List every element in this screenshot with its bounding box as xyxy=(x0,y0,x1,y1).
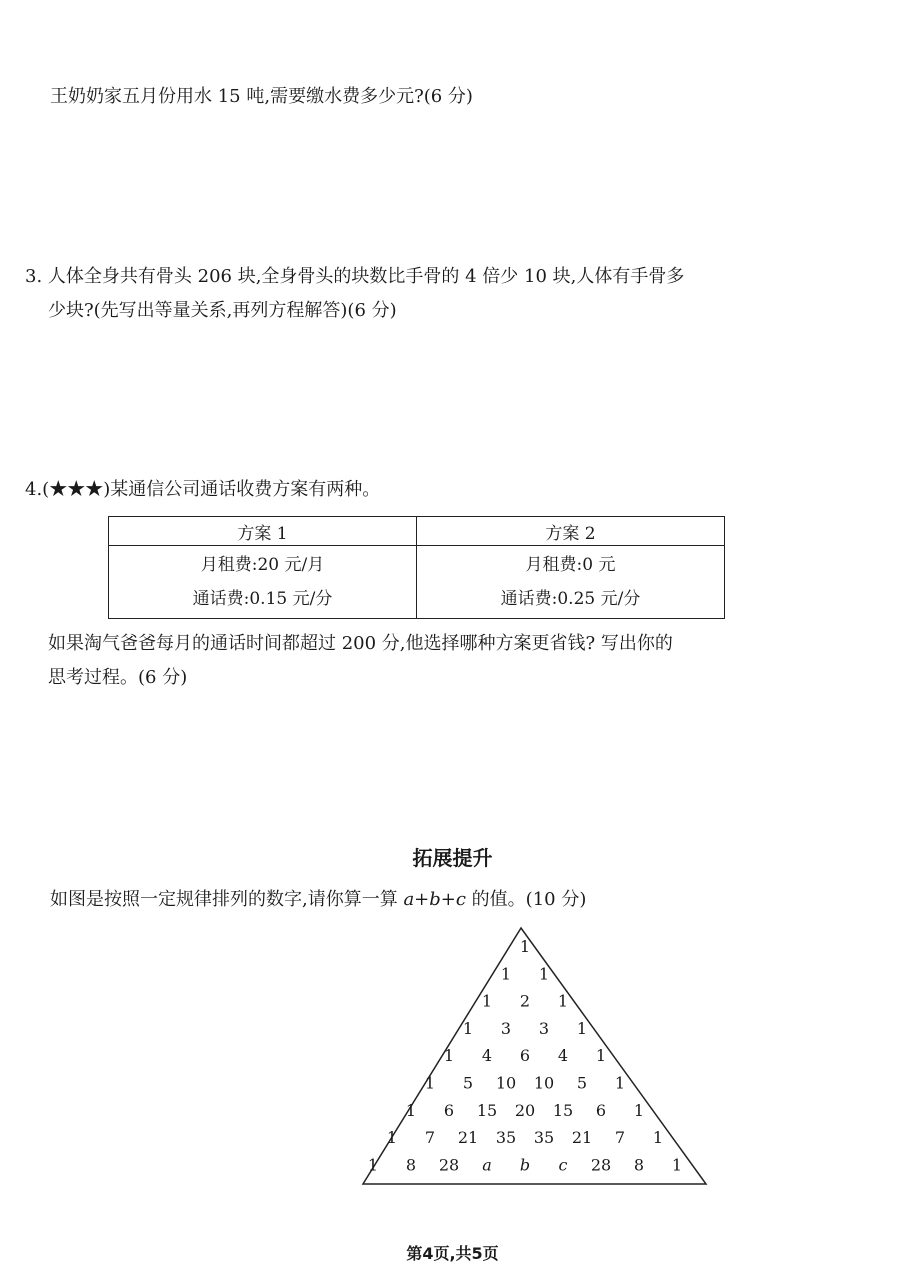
triangle-number: 7 xyxy=(424,1128,436,1148)
triangle-number: 1 xyxy=(519,937,531,956)
number-triangle xyxy=(355,925,710,1187)
triangle-number: 1 xyxy=(481,991,493,1011)
question-4-prompt-line-1: 如果淘气爸爸每月的通话时间都超过 200 分,他选择哪种方案更省钱? 写出你的 xyxy=(48,633,673,654)
triangle-number: b xyxy=(519,1155,531,1175)
extension-text-after: 的值。(10 分) xyxy=(465,889,587,910)
triangle-number: 1 xyxy=(633,1100,645,1120)
extension-question xyxy=(50,883,586,917)
plan-1-header: 方案 1 xyxy=(109,517,417,546)
triangle-number: 1 xyxy=(462,1018,474,1038)
triangle-number: a xyxy=(482,1155,492,1175)
triangle-number: 1 xyxy=(652,1128,664,1148)
section-title: 拓展提升 xyxy=(412,846,493,870)
triangle-number: 1 xyxy=(424,1073,436,1093)
plan-1-call-fee: 通话费:0.15 元/分 xyxy=(192,589,333,609)
triangle-number: 10 xyxy=(495,1073,517,1093)
plan-2-cell xyxy=(417,546,725,619)
triangle-number: 28 xyxy=(438,1155,460,1175)
triangle-number: 1 xyxy=(595,1046,607,1066)
triangle-number: 6 xyxy=(443,1100,455,1120)
plan-2-call-fee: 通话费:0.25 元/分 xyxy=(500,589,641,609)
triangle-number: 3 xyxy=(500,1018,512,1038)
plan-1-monthly-fee: 月租费:20 元/月 xyxy=(200,555,325,575)
plan-2-header: 方案 2 xyxy=(417,517,725,546)
triangle-number: 7 xyxy=(614,1128,626,1148)
triangle-number: 15 xyxy=(476,1100,498,1120)
triangle-number: 2 xyxy=(519,991,531,1011)
plan-table-header-row xyxy=(109,517,725,546)
triangle-numbers xyxy=(368,937,682,1174)
triangle-number: 1 xyxy=(671,1155,683,1175)
triangle-number: 8 xyxy=(633,1155,645,1175)
triangle-number: 5 xyxy=(462,1073,474,1093)
triangle-number: 1 xyxy=(500,964,512,984)
triangle-number: 5 xyxy=(576,1073,588,1093)
triangle-number: 21 xyxy=(571,1128,593,1148)
triangle-number: 35 xyxy=(533,1128,555,1148)
triangle-number: 8 xyxy=(405,1155,417,1175)
triangle-number: 1 xyxy=(614,1073,626,1093)
triangle-number: 4 xyxy=(481,1046,493,1066)
triangle-number: 20 xyxy=(514,1100,536,1120)
triangle-number: 6 xyxy=(595,1100,607,1120)
triangle-number: 4 xyxy=(557,1046,569,1066)
triangle-number: 6 xyxy=(519,1046,531,1066)
triangle-number: 1 xyxy=(405,1100,417,1120)
plan-2-monthly-fee: 月租费:0 元 xyxy=(525,555,616,575)
triangle-number: 3 xyxy=(538,1018,550,1038)
plan-1-cell xyxy=(109,546,417,619)
triangle-number: 28 xyxy=(590,1155,612,1175)
triangle-number: 1 xyxy=(386,1128,398,1148)
triangle-number: 1 xyxy=(576,1018,588,1038)
question-3-line-1: 3. 人体全身共有骨头 206 块,全身骨头的块数比手骨的 4 倍少 10 块,人体有手骨多 xyxy=(25,266,685,287)
triangle-number: 1 xyxy=(557,991,569,1011)
question-2-continuation: 王奶奶家五月份用水 15 吨,需要缴水费多少元?(6 分) xyxy=(50,86,473,107)
question-4-heading: 4.(★★★)某通信公司通话收费方案有两种。 xyxy=(25,479,381,500)
question-3-line-2: 少块?(先写出等量关系,再列方程解答)(6 分) xyxy=(48,300,397,321)
triangle-number: 1 xyxy=(538,964,550,984)
triangle-number: 21 xyxy=(457,1128,479,1148)
triangle-number: 1 xyxy=(367,1155,379,1175)
triangle-number: 1 xyxy=(443,1046,455,1066)
triangle-number: 10 xyxy=(533,1073,555,1093)
plan-table xyxy=(108,516,725,619)
triangle-number: 15 xyxy=(552,1100,574,1120)
extension-expression: a+b+c xyxy=(403,889,466,910)
page-footer: 第4页,共5页 xyxy=(406,1244,499,1263)
triangle-number: 35 xyxy=(495,1128,517,1148)
plan-table-body-row xyxy=(109,546,725,619)
question-4-prompt-line-2: 思考过程。(6 分) xyxy=(48,667,188,688)
triangle-number: c xyxy=(558,1155,568,1175)
extension-text-before: 如图是按照一定规律排列的数字,请你算一算 xyxy=(50,889,404,910)
